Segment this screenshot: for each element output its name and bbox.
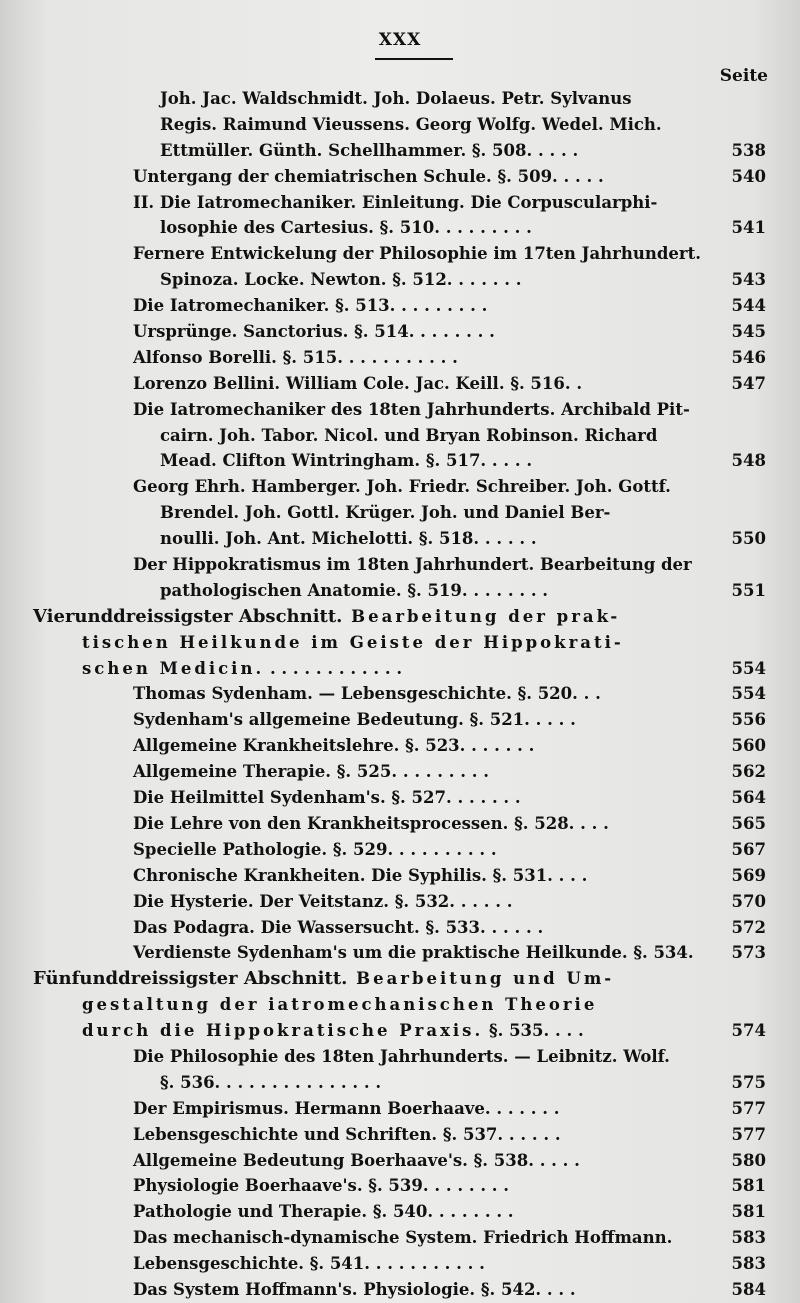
page-reference: 554 — [731, 658, 766, 678]
toc-entry — [0, 656, 800, 682]
toc-entry-text — [82, 992, 597, 1018]
page-reference: 548 — [731, 451, 766, 471]
toc-entry — [0, 1277, 800, 1303]
toc-entry-text — [82, 630, 624, 656]
toc-entry — [0, 785, 800, 811]
toc-entry — [0, 1225, 800, 1251]
page-reference: 569 — [731, 865, 766, 885]
toc-entry-text — [133, 837, 497, 863]
page-reference: 581 — [731, 1202, 766, 1222]
page-reference: 554 — [731, 684, 766, 704]
toc-entry-text — [133, 785, 521, 811]
toc-entry-text — [160, 267, 521, 293]
toc-entry-text — [133, 397, 690, 423]
entry-label: Allgemeine Bedeutung Boerhaave's. §. 538. . . . . — [133, 1150, 580, 1170]
toc-entry — [0, 371, 800, 397]
page-reference: 581 — [731, 1176, 766, 1196]
toc-entry — [0, 1018, 800, 1044]
toc-entry — [0, 500, 800, 526]
page-reference: 567 — [731, 839, 766, 859]
toc-entry — [0, 630, 800, 656]
toc-entry — [0, 940, 800, 966]
toc-entry-text — [160, 448, 532, 474]
toc-entry-text — [160, 578, 548, 604]
toc-entry — [0, 138, 800, 164]
entry-label: . . . . . . . . . . . . — [264, 658, 403, 678]
entry-label: Allgemeine Krankheitslehre. §. 523. . . . . . . — [133, 736, 535, 756]
page-reference: 556 — [731, 710, 766, 730]
toc-entry — [0, 1173, 800, 1199]
table-of-contents — [0, 86, 800, 1303]
entry-label: Untergang der chemiatrischen Schule. §. 509. . . . . — [133, 166, 604, 186]
toc-entry — [0, 578, 800, 604]
toc-entry-text — [133, 1277, 576, 1303]
toc-entry-text — [160, 86, 632, 112]
entry-label: II. Die Iatromechaniker. Einleitung. Die Corpuscularphi- — [133, 192, 658, 212]
toc-entry — [0, 293, 800, 319]
entry-label: Brendel. Joh. Gottl. Krüger. Joh. und Daniel Ber- — [160, 503, 611, 523]
page-reference: 580 — [731, 1150, 766, 1170]
entry-label: Mead. Clifton Wintringham. §. 517. . . . . — [160, 451, 533, 471]
toc-entry — [0, 267, 800, 293]
column-label-seite: Seite — [719, 66, 768, 86]
page-reference: 584 — [731, 1279, 766, 1299]
toc-entry — [0, 423, 800, 449]
entry-label: Specielle Pathologie. §. 529. . . . . . . . . . — [133, 839, 497, 859]
toc-entry — [0, 915, 800, 941]
toc-entry-text — [133, 371, 582, 397]
toc-entry — [0, 1148, 800, 1174]
toc-entry-text — [133, 190, 657, 216]
entry-label: Die Heilmittel Sydenham's. §. 527. . . . . . . — [133, 788, 521, 808]
toc-entry-text — [133, 164, 604, 190]
entry-label: Bearbeitung und Um- — [347, 969, 615, 989]
toc-entry — [0, 112, 800, 138]
entry-label: Pathologie und Therapie. §. 540. . . . . . . . — [133, 1202, 514, 1222]
spaced-heading-text: tischen Heilkunde im Geiste der Hippokrati- — [82, 632, 624, 652]
page-reference: 575 — [731, 1072, 766, 1092]
toc-entry-text — [133, 863, 587, 889]
entry-label: Verdienste Sydenham's um die praktische Heilkunde. §. 534. — [133, 943, 694, 963]
toc-entry — [0, 604, 800, 630]
page-reference: 541 — [731, 218, 766, 238]
toc-entry-text — [133, 319, 495, 345]
entry-label: Die Iatromechaniker. §. 513. . . . . . . . . — [133, 296, 488, 316]
header-rule — [375, 58, 453, 60]
entry-label: Der Hippokratismus im 18ten Jahrhundert. Bearbeitung der — [133, 555, 692, 575]
toc-entry — [0, 345, 800, 371]
entry-label: Regis. Raimund Vieussens. Georg Wolfg. Wedel. Mich. — [160, 114, 662, 134]
toc-entry-text — [82, 1018, 584, 1044]
page-reference: 544 — [731, 296, 766, 316]
entry-label: Lebensgeschichte. §. 541. . . . . . . . . . . — [133, 1254, 485, 1274]
toc-entry — [0, 681, 800, 707]
entry-label: Physiologie Boerhaave's. §. 539. . . . . . . . — [133, 1176, 510, 1196]
entry-label: Die Hysterie. Der Veitstanz. §. 532. . . . . . — [133, 891, 513, 911]
toc-entry-text — [133, 733, 534, 759]
page-reference: 550 — [731, 529, 766, 549]
toc-entry — [0, 474, 800, 500]
entry-label: Das mechanisch-dynamische System. Friedrich Hoffmann. — [133, 1228, 673, 1248]
toc-entry-text — [160, 138, 578, 164]
page-reference: 572 — [731, 917, 766, 937]
toc-entry — [0, 1070, 800, 1096]
entry-label: Thomas Sydenham. — Lebensgeschichte. §. 520. . . — [133, 684, 601, 704]
toc-entry-text — [133, 940, 694, 966]
toc-entry-text — [133, 915, 543, 941]
section-heading: Vierunddreissigster Abschnitt. — [33, 605, 343, 627]
page-reference: 543 — [731, 270, 766, 290]
page-reference: 562 — [731, 762, 766, 782]
page-reference: 551 — [731, 580, 766, 600]
page-reference: 577 — [731, 1098, 766, 1118]
entry-label: Das Podagra. Die Wassersucht. §. 533. . . . . . — [133, 917, 544, 937]
toc-entry — [0, 966, 800, 992]
toc-entry — [0, 1044, 800, 1070]
page-reference: 574 — [731, 1021, 766, 1041]
entry-label: §. 535. . . . — [483, 1021, 584, 1041]
entry-label: cairn. Joh. Tabor. Nicol. und Bryan Robinson. Richard — [160, 425, 658, 445]
entry-label: Alfonso Borelli. §. 515. . . . . . . . . . . — [133, 347, 458, 367]
entry-label: Spinoza. Locke. Newton. §. 512. . . . . . . — [160, 270, 522, 290]
toc-entry — [0, 733, 800, 759]
page-reference: 577 — [731, 1124, 766, 1144]
toc-entry-text — [33, 966, 614, 992]
toc-entry-text — [133, 1251, 485, 1277]
page-reference: 570 — [731, 891, 766, 911]
toc-entry-text — [160, 1070, 381, 1096]
page-reference: 560 — [731, 736, 766, 756]
entry-label: Chronische Krankheiten. Die Syphilis. §. 531. . . . — [133, 865, 588, 885]
toc-entry — [0, 1199, 800, 1225]
entry-label: Die Iatromechaniker des 18ten Jahrhunderts. Archibald Pit- — [133, 399, 690, 419]
toc-entry — [0, 190, 800, 216]
entry-label: Das System Hoffmann's. Physiologie. §. 542. . . . — [133, 1279, 576, 1299]
page-reference: 573 — [731, 943, 766, 963]
toc-entry-text — [133, 1225, 672, 1251]
toc-entry — [0, 1122, 800, 1148]
page-reference: 545 — [731, 322, 766, 342]
page-reference: 583 — [731, 1254, 766, 1274]
toc-entry — [0, 759, 800, 785]
toc-entry — [0, 164, 800, 190]
page-reference: 564 — [731, 788, 766, 808]
entry-label: losophie des Cartesius. §. 510. . . . . . . . . — [160, 218, 532, 238]
toc-entry-text — [33, 604, 620, 630]
entry-label: Ursprünge. Sanctorius. §. 514. . . . . . . . — [133, 322, 495, 342]
toc-entry-text — [133, 681, 601, 707]
toc-entry-text — [133, 345, 458, 371]
toc-entry — [0, 837, 800, 863]
toc-entry-text — [133, 1173, 509, 1199]
toc-entry-text — [160, 526, 537, 552]
toc-entry — [0, 86, 800, 112]
toc-entry-text — [133, 552, 692, 578]
toc-entry-text — [133, 1096, 560, 1122]
toc-entry-text — [133, 707, 576, 733]
toc-entry — [0, 552, 800, 578]
toc-entry-text — [133, 241, 701, 267]
entry-label: Ettmüller. Günth. Schellhammer. §. 508. . . . . — [160, 140, 579, 160]
page-reference: 538 — [731, 140, 766, 160]
page-number: XXX — [378, 30, 422, 50]
page-reference: 540 — [731, 166, 766, 186]
spaced-heading-text: schen Medicin. — [82, 658, 265, 678]
toc-entry-text — [133, 889, 512, 915]
section-heading: Fünfunddreissigster Abschnitt. — [33, 968, 348, 990]
spaced-heading-text: durch die Hippokratische Praxis. — [82, 1021, 484, 1041]
toc-entry — [0, 811, 800, 837]
entry-label: Bearbeitung der prak- — [342, 606, 621, 626]
toc-entry-text — [160, 423, 657, 449]
toc-entry-text — [82, 656, 402, 682]
toc-entry-text — [133, 1044, 670, 1070]
page-reference: 583 — [731, 1228, 766, 1248]
toc-entry-text — [133, 759, 489, 785]
entry-label: Georg Ehrh. Hamberger. Joh. Friedr. Schreiber. Joh. Gottf. — [133, 477, 671, 497]
toc-entry — [0, 397, 800, 423]
page-reference: 565 — [731, 813, 766, 833]
toc-entry — [0, 863, 800, 889]
entry-label: pathologischen Anatomie. §. 519. . . . . . . . — [160, 580, 549, 600]
toc-entry — [0, 889, 800, 915]
entry-label: Allgemeine Therapie. §. 525. . . . . . . . . — [133, 762, 489, 782]
toc-entry-text — [133, 811, 609, 837]
toc-entry-text — [133, 1122, 561, 1148]
toc-entry-text — [133, 1148, 580, 1174]
entry-label: §. 536. . . . . . . . . . . . . . . — [160, 1072, 382, 1092]
toc-entry-text — [160, 500, 610, 526]
entry-label: noulli. Joh. Ant. Michelotti. §. 518. . . . . . — [160, 529, 537, 549]
toc-entry-text — [160, 215, 532, 241]
page-reference: 546 — [731, 347, 766, 367]
toc-entry — [0, 448, 800, 474]
entry-label: Sydenham's allgemeine Bedeutung. §. 521. . . . . — [133, 710, 576, 730]
toc-entry — [0, 707, 800, 733]
spaced-heading-text: gestaltung der iatromechanischen Theorie — [82, 995, 598, 1015]
entry-label: Der Empirismus. Hermann Boerhaave. . . . . . . — [133, 1098, 560, 1118]
page-reference: 547 — [731, 373, 766, 393]
entry-label: Lebensgeschichte und Schriften. §. 537. . . . . . — [133, 1124, 561, 1144]
toc-entry-text — [133, 293, 487, 319]
toc-entry — [0, 526, 800, 552]
toc-entry — [0, 1096, 800, 1122]
entry-label: Joh. Jac. Waldschmidt. Joh. Dolaeus. Petr. Sylvanus — [160, 89, 632, 108]
entry-label: Fernere Entwickelung der Philosophie im 17ten Jahrhundert. — [133, 244, 701, 264]
toc-entry — [0, 1251, 800, 1277]
entry-label: Die Philosophie des 18ten Jahrhunderts. — Leibnitz. Wolf. — [133, 1046, 670, 1066]
entry-label: Lorenzo Bellini. William Cole. Jac. Keill. §. 516. . — [133, 373, 583, 393]
entry-label: Die Lehre von den Krankheitsprocessen. §. 528. . . . — [133, 813, 609, 833]
toc-entry-text — [160, 112, 662, 138]
toc-entry-text — [133, 1199, 514, 1225]
toc-entry — [0, 241, 800, 267]
toc-entry — [0, 215, 800, 241]
toc-entry — [0, 319, 800, 345]
toc-entry-text — [133, 474, 671, 500]
toc-entry — [0, 992, 800, 1018]
